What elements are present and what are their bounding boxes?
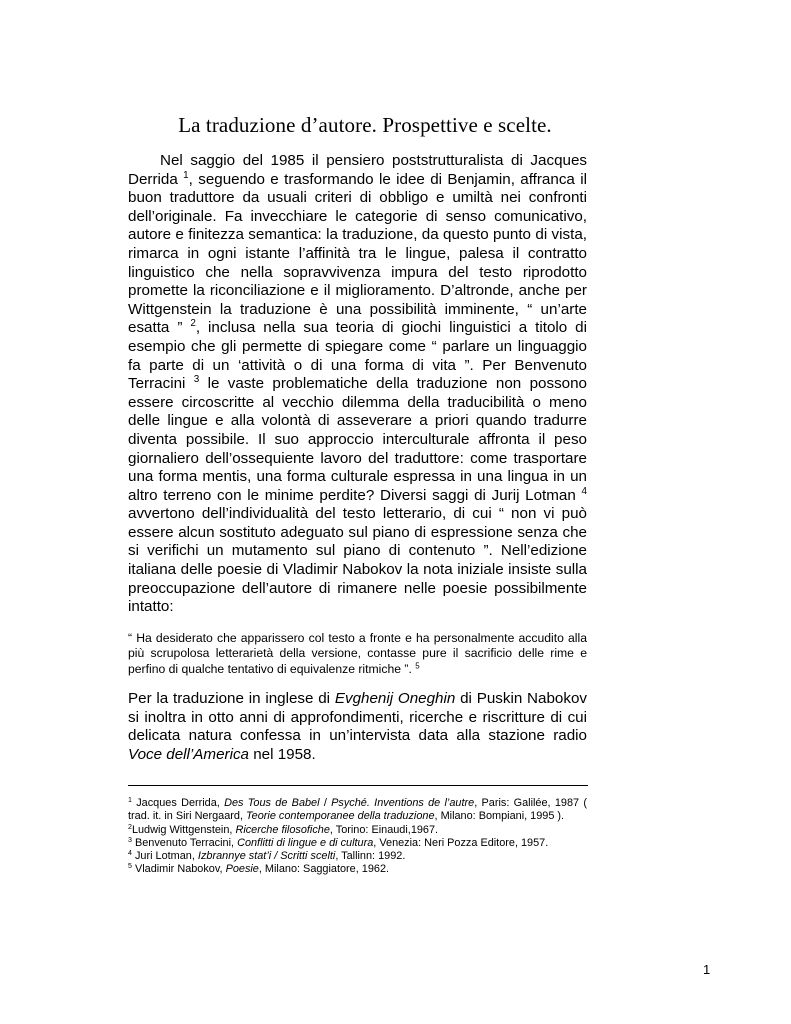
body-paragraph-1 bbox=[128, 152, 587, 617]
text-run: , Tallinn: 1992. bbox=[335, 850, 406, 863]
footnote bbox=[128, 837, 587, 850]
text-run: / bbox=[319, 797, 332, 809]
italic-text: Psyché. Inventions de l’autre bbox=[331, 797, 475, 809]
text-run: Ludwig Wittgenstein, bbox=[131, 823, 236, 836]
italic-text: Des Tous de Babel bbox=[224, 797, 320, 809]
text-run: , Milano: Saggiatore, 1962. bbox=[258, 863, 390, 876]
text-run: , inclusa nella sua teoria di giochi linguistici a titolo di esempio che gli permette di spiegare come “ parlare un linguaggio fa parte di un ‘attività o di una forma di vita ”. Per Benvenuto Terracini bbox=[128, 319, 587, 393]
text-run: “ Ha desiderato che apparissero col testo a fronte e ha personalmente accudito alla più scrupolosa letterarietà della versione, contasse pure il sacrificio delle rime e perfino di qualche tentativo di equivalenze ritmiche ”. bbox=[128, 631, 587, 676]
footnote-ref: 1 bbox=[183, 169, 189, 181]
footnote bbox=[128, 863, 587, 876]
footnote-ref: 5 bbox=[128, 862, 132, 871]
italic-text: Teorie contemporanee della traduzione bbox=[246, 810, 435, 823]
footnote bbox=[128, 850, 587, 863]
footnotes-list bbox=[128, 797, 587, 877]
text-run: , Venezia: Neri Pozza Editore, 1957. bbox=[373, 836, 549, 849]
text-run: Benvenuto Terracini, bbox=[131, 836, 238, 849]
footnote-separator bbox=[128, 785, 588, 786]
text-run: avvertono dell’individualità del testo letterario, di cui “ non vi può essere alcun sostituto adeguato sul piano di espressione senza che si verifichi un mutamento sul piano di contenuto ”. Nell’edizione italiana delle poesie di Vladimir Nabokov la nota iniziale insiste sulla preoccupazione dell’autore di rimanere nelle poesie possibilmente intatto: bbox=[128, 505, 587, 616]
text-run: Per la traduzione in inglese di bbox=[128, 690, 335, 707]
footnote bbox=[128, 824, 587, 837]
footnote bbox=[128, 797, 587, 824]
italic-text: Conflitti di lingue e di cultura bbox=[237, 836, 374, 849]
footnote-ref: 1 bbox=[128, 795, 132, 804]
footnote-ref: 4 bbox=[128, 848, 132, 857]
italic-text: Ricerche filosofiche bbox=[235, 823, 330, 836]
body-paragraph-2 bbox=[128, 690, 587, 764]
page-number: 1 bbox=[703, 962, 711, 977]
block-quote bbox=[128, 631, 587, 677]
footnote-ref: 5 bbox=[415, 661, 420, 671]
text-run: , seguendo e trasformando le idee di Benjamin, affranca il buon traduttore da usuali criteri di obbligo e umiltà nei confronti dell’originale. Fa invecchiare le categorie di senso comunicativo, autore e finitezza semantica: la traduzione, da questo punto di vista, rimarca in ogni istante l’affinità tra le lingue, palesa il contratto linguistico che nella sopravvivenza impura del testo riprodotto promette la riconciliazione e il miglioramento. D’altronde, anche per Wittgenstein la traduzione è una possibilità imminente, “ un’arte esatta ” bbox=[128, 170, 587, 337]
italic-text: Izbrannye stat’i / Scritti scelti bbox=[197, 850, 336, 863]
page-title: La traduzione d’autore. Prospettive e scelte. bbox=[178, 113, 552, 137]
italic-text: Poesie bbox=[225, 863, 259, 876]
text-run: , Paris: Galilée, 1987 ( trad. it. in Siri Nergaard, bbox=[128, 797, 587, 823]
italic-text: Voce dell’America bbox=[128, 745, 249, 763]
footnote-ref: 4 bbox=[581, 485, 587, 497]
text-run: Juri Lotman, bbox=[131, 850, 198, 863]
italic-text: Evghenij Oneghin bbox=[334, 690, 456, 707]
footnote-ref: 2 bbox=[190, 318, 196, 330]
text-run: nel 1958. bbox=[249, 745, 316, 763]
text-run: Vladimir Nabokov, bbox=[131, 863, 226, 876]
footnote-ref: 3 bbox=[193, 374, 200, 386]
text-run: , Milano: Bompiani, 1995 ). bbox=[434, 810, 565, 823]
footnote-ref: 3 bbox=[128, 835, 132, 844]
text-run: di Puskin Nabokov si inoltra in otto anni di approfondimenti, ricerche e riscritture di cui delicata natura confessa in un’intervista data alla stazione radio bbox=[128, 690, 588, 745]
text-run: Nel saggio del 1985 il pensiero poststrutturalista di Jacques Derrida bbox=[128, 152, 587, 188]
text-run: Jacques Derrida, bbox=[131, 797, 225, 809]
footnote-ref: 2 bbox=[128, 822, 132, 831]
text-run: le vaste problematiche della traduzione non possono essere circoscritte al vecchio dilemma della traducibilità o meno delle lingue e alla volontà di asseverare a priori quando tradurre diventa possibile. Il suo approccio interculturale affronta il peso giornaliero dell’ossequiente lavoro del traduttore: come trasportare una forma mentis, una forma culturale espressa in una lingua in un altro terreno con le minime perdite? Diversi saggi di Jurij Lotman bbox=[128, 375, 588, 504]
text-run: , Torino: Einaudi,1967. bbox=[329, 823, 439, 836]
